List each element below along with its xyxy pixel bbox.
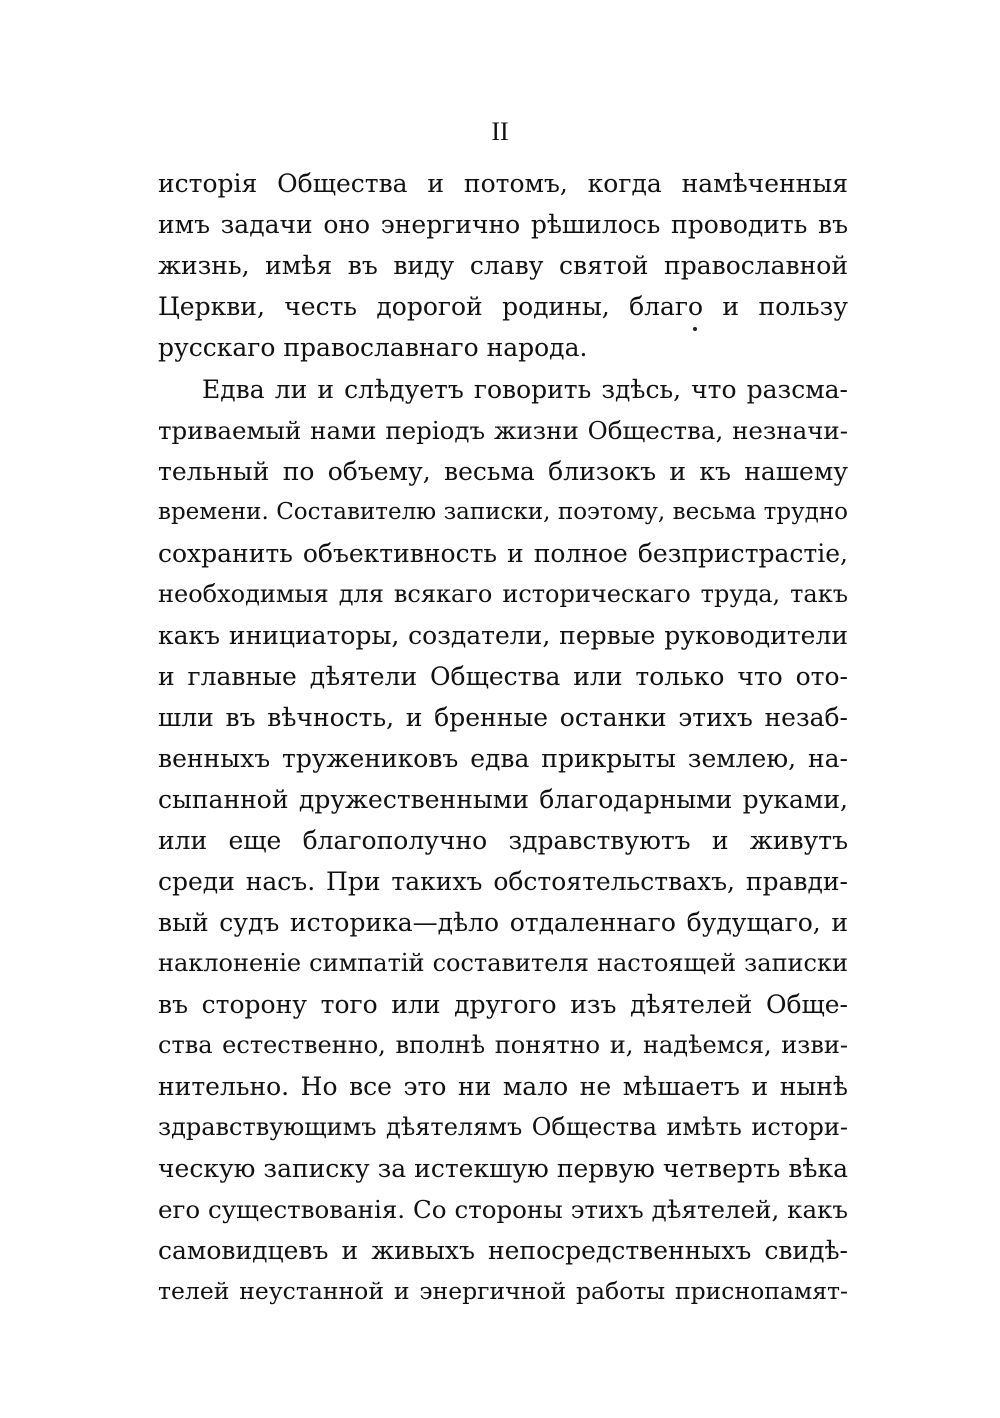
text-line-5: русскаго православнаго народа. [158, 333, 588, 362]
text-line-3: жизнь, имѣя въ виду славу святой православной [158, 251, 848, 280]
text-line-11: необходимыя для всякаго историческаго труда, такъ [158, 580, 848, 608]
ink-speck [693, 327, 697, 331]
text-line-10: сохранить объективность и полное безпристрастіе, [158, 539, 848, 568]
text-line-26: его существованія. Со стороны этихъ дѣятелей, какъ [158, 1195, 848, 1224]
text-line-2: имъ задачи оно энергично рѣшилось проводить въ [158, 210, 848, 239]
text-line-14: шли въ вѣчность, и бренные останки этихъ незаб- [158, 703, 848, 732]
text-line-24: здравствующимъ дѣятелямъ Общества имѣть истори- [158, 1113, 848, 1141]
text-line-12: какъ инициаторы, создатели, первые руководители [158, 621, 848, 650]
text-line-6: Едва ли и слѣдуетъ говорить здѣсь, что разсма- [202, 375, 848, 404]
text-line-9: времени. Составителю записки, поэтому, весьма трудно [158, 499, 848, 525]
text-line-18: среди насъ. При такихъ обстоятельствахъ, правди- [158, 867, 848, 896]
text-line-28: телей неустанной и энергичной работы приснопамят- [158, 1277, 848, 1305]
text-line-17: или еще благополучно здравствуютъ и живутъ [158, 826, 848, 855]
text-line-27: самовидцевъ и живыхъ непосредственныхъ свидѣ- [158, 1236, 848, 1265]
text-line-1: исторія Общества и потомъ, когда намѣченныя [158, 169, 848, 198]
text-line-7: триваемый нами періодъ жизни Общества, незначи- [158, 416, 848, 445]
text-line-21: въ сторону того или другого изъ дѣятелей Обще- [158, 990, 848, 1019]
text-line-15: венныхъ тружениковъ едва прикрыты землею, на- [158, 744, 848, 773]
text-line-13: и главные дѣятели Общества или только что ото- [158, 662, 848, 691]
text-line-4: Церкви, честь дорогой родины, благо и пользу [158, 292, 848, 321]
text-line-19: вый судъ историка—дѣло отдаленнаго будущаго, и [158, 908, 848, 937]
text-line-22: ства естественно, вполнѣ понятно и, надѣемся, изви- [158, 1031, 848, 1059]
text-line-25: ческую записку за истекшую первую четверть вѣка [158, 1154, 848, 1183]
text-line-8: тельный по объему, весьма близокъ и къ нашему [158, 457, 848, 486]
text-line-20: наклоненіе симпатій составителя настоящей записки [158, 949, 848, 977]
text-line-16: сыпанной дружественными благодарными руками, [158, 785, 848, 814]
text-line-23: нительно. Но все это ни мало не мѣшаетъ и нынѣ [158, 1072, 848, 1101]
page-number: II [491, 117, 509, 146]
